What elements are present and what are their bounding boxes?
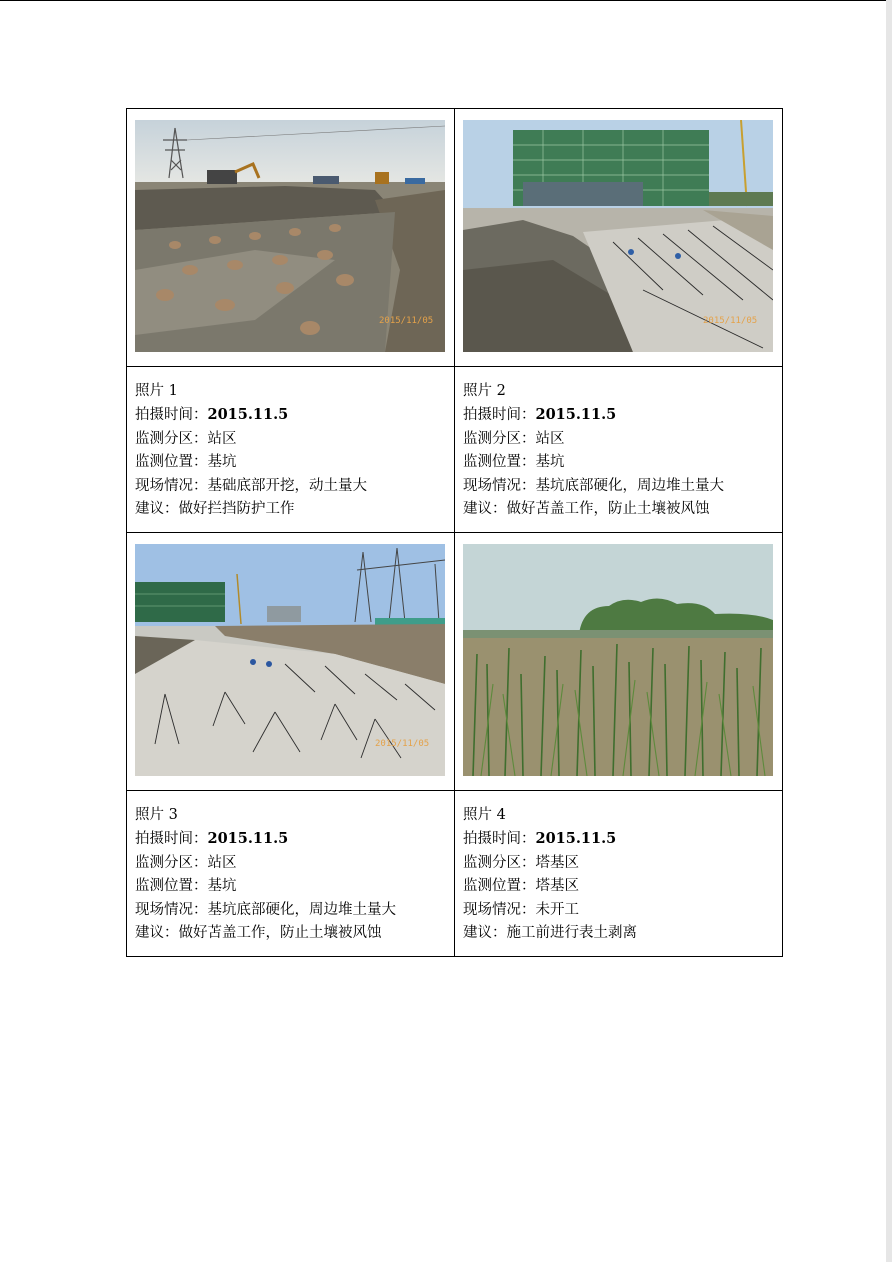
photo-3-advice-label: 建议： (135, 925, 179, 942)
svg-text:2015/11/05: 2015/11/05 (703, 316, 758, 326)
photo-3-zone-label: 监测分区： (135, 854, 208, 871)
photo-2-advice: 做好苫盖工作，防止土壤被风蚀 (506, 501, 710, 518)
photo-3-image (135, 544, 445, 776)
photo-1-image (135, 120, 445, 352)
photo-1-situation: 基础底部开挖，动土量大 (207, 477, 367, 494)
photo-3-location-label: 监测位置： (135, 878, 208, 895)
photo-1-zone-label: 监测分区： (135, 430, 208, 447)
photo-4-location: 塔基区 (535, 878, 579, 895)
photo-4-situation: 未开工 (535, 901, 579, 918)
photo-1-location: 基坑 (207, 454, 237, 471)
photo-2-advice-label: 建议： (463, 501, 507, 518)
photo-2-image (463, 120, 773, 352)
monitoring-photo-table (126, 108, 783, 957)
photo-2-situation: 基坑底部硬化，周边堆土量大 (535, 477, 724, 494)
photo-3-advice: 做好苫盖工作，防止土壤被风蚀 (178, 925, 382, 942)
photo-2-situation-label: 现场情况： (463, 477, 536, 494)
photo-1-advice-label: 建议： (135, 501, 179, 518)
svg-text:2015/11/05: 2015/11/05 (375, 739, 430, 749)
photo-2-time: 2015.11.5 (535, 406, 617, 424)
photo-2-caption (455, 367, 782, 521)
photo-1-title: 照片 1 (135, 383, 178, 399)
photo-4-zone-label: 监测分区： (463, 854, 536, 871)
photo-4-advice: 施工前进行表土剥离 (506, 925, 637, 942)
photo-1-time-label: 拍摄时间： (135, 407, 208, 424)
photo-3-zone: 站区 (207, 854, 237, 871)
photo-4-situation-label: 现场情况： (463, 901, 536, 918)
photo-3-location: 基坑 (207, 878, 237, 895)
photo-4-advice-label: 建议： (463, 925, 507, 942)
caption-cell-3 (127, 791, 455, 957)
photo-3-caption (127, 791, 454, 945)
photo-2-zone-label: 监测分区： (463, 430, 536, 447)
photo-1-zone: 站区 (207, 430, 237, 447)
photo-1-time: 2015.11.5 (207, 406, 289, 424)
photo-3-situation-label: 现场情况： (135, 901, 208, 918)
photo-1-location-label: 监测位置： (135, 454, 208, 471)
svg-text:2015/11/05: 2015/11/05 (379, 316, 434, 326)
photo-4-title: 照片 4 (463, 807, 506, 823)
photo-2-time-label: 拍摄时间： (463, 407, 536, 424)
photo-1-advice: 做好拦挡防护工作 (178, 501, 295, 518)
photo-cell-1 (127, 109, 455, 367)
photo-1-situation-label: 现场情况： (135, 477, 208, 494)
photo-2-title: 照片 2 (463, 383, 506, 399)
caption-cell-4 (455, 791, 783, 957)
page-top-rule (0, 0, 892, 1)
photo-4-caption (455, 791, 782, 945)
photo-2-zone: 站区 (535, 430, 565, 447)
photo-4-zone: 塔基区 (535, 854, 579, 871)
photo-cell-2 (455, 109, 783, 367)
photo-4-time: 2015.11.5 (535, 830, 617, 848)
caption-cell-1 (127, 367, 455, 533)
photo-4-location-label: 监测位置： (463, 878, 536, 895)
photo-3-situation: 基坑底部硬化，周边堆土量大 (207, 901, 396, 918)
photo-4-time-label: 拍摄时间： (463, 831, 536, 848)
photo-3-time-label: 拍摄时间： (135, 831, 208, 848)
photo-2-location: 基坑 (535, 454, 565, 471)
page-right-edge (886, 0, 892, 1262)
photo-3-title: 照片 3 (135, 807, 178, 823)
photo-3-time: 2015.11.5 (207, 830, 289, 848)
photo-cell-3 (127, 533, 455, 791)
photo-cell-4 (455, 533, 783, 791)
photo-4-image (463, 544, 773, 776)
photo-1-caption (127, 367, 454, 521)
caption-cell-2 (455, 367, 783, 533)
photo-2-location-label: 监测位置： (463, 454, 536, 471)
